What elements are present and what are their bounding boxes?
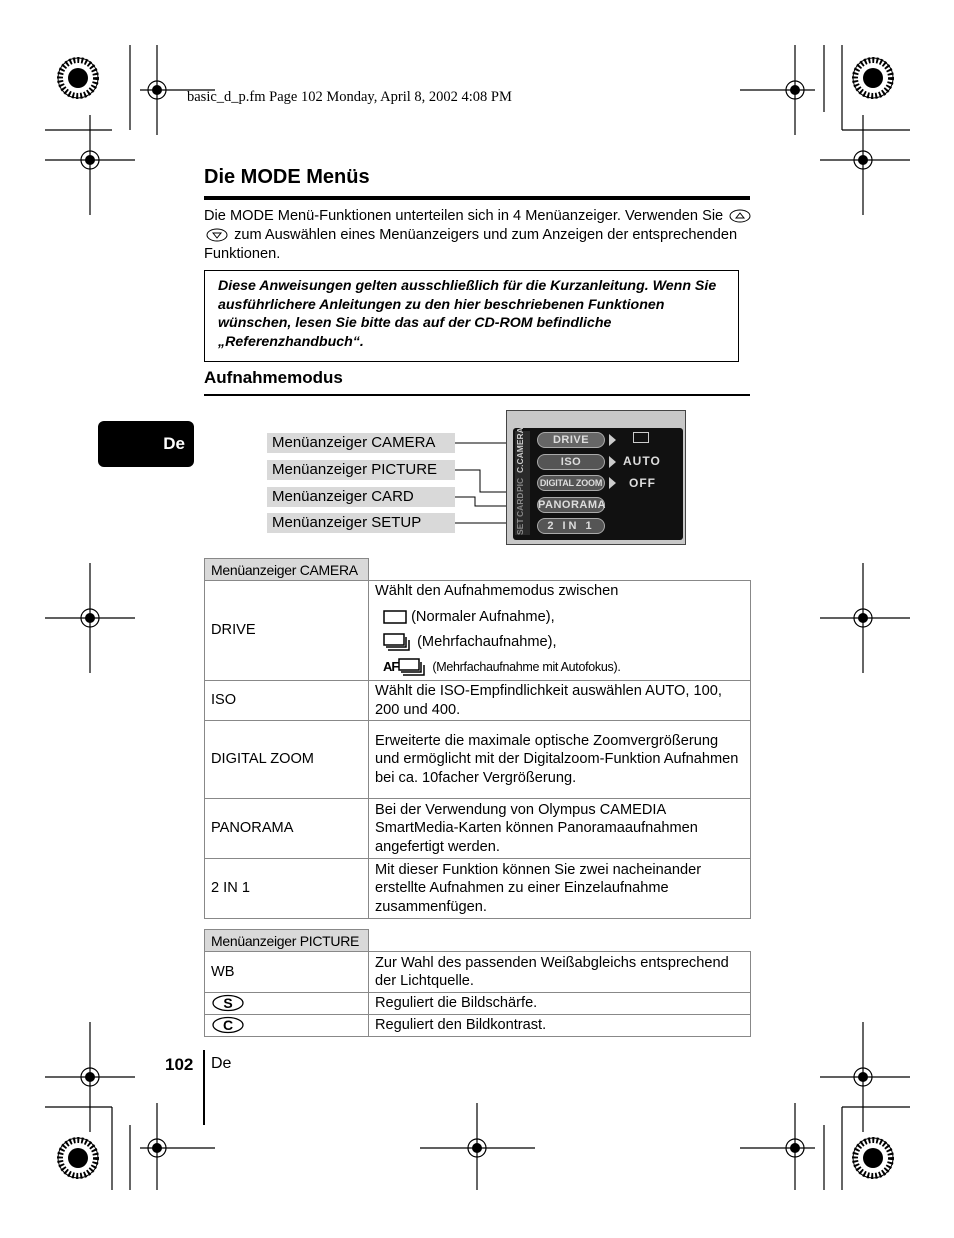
lcd-arrow-iso — [609, 456, 616, 468]
lcd-arrow-drive — [609, 434, 616, 446]
row-desc-wb: Zur Wahl des passenden Weißabgleichs entsprechend der Lichtquelle. — [369, 952, 751, 993]
footer-language: De — [211, 1055, 232, 1072]
table-row — [205, 1015, 751, 1037]
camera-lcd-screen — [506, 410, 686, 545]
arrow-up-button-icon — [729, 209, 751, 223]
row-name-2in1: 2 IN 1 — [205, 859, 369, 919]
lcd-value-iso: AUTO — [623, 454, 661, 468]
table-row — [205, 952, 751, 993]
language-tab-label: De — [163, 434, 185, 453]
row-desc-iso: Wählt die ISO-Empfindlichkeit auswählen AUTO, 100, 200 und 400. — [369, 681, 751, 721]
page-title: Die MODE Menüs — [204, 166, 370, 188]
row-name-drive: DRIVE — [205, 581, 369, 681]
lcd-tab-bar — [515, 427, 530, 535]
table-row — [205, 581, 751, 681]
intro-paragraph — [204, 207, 754, 264]
row-desc-sharpness: Reguliert die Bildschärfe. — [369, 993, 751, 1015]
title-rule — [204, 196, 750, 200]
menu-label-camera: Menüanzeiger CAMERA — [267, 433, 455, 453]
row-name-wb: WB — [205, 952, 369, 993]
row-desc-panorama: Bei der Verwendung von Olympus CAMEDIA SmartMedia-Karten können Panoramaaufnahmen angefertigt werden. — [369, 799, 751, 859]
lcd-item-panorama: PANORAMA — [538, 499, 606, 511]
lcd-tab-camera: C.CAMERA — [515, 427, 525, 473]
table-row — [205, 681, 751, 721]
lcd-tab-pic: PIC — [515, 477, 525, 493]
drive-option-sequential: (Mehrfachaufnahme), — [417, 634, 557, 650]
section-rule — [204, 394, 750, 396]
file-header: basic_d_p.fm Page 102 Monday, April 8, 2002 4:08 PM — [187, 89, 512, 105]
lcd-value-zoom: OFF — [629, 476, 656, 490]
sequential-shooting-icon — [383, 633, 413, 651]
menu-label-card: Menüanzeiger CARD — [267, 487, 455, 507]
picture-table-header: Menüanzeiger PICTURE — [204, 929, 369, 951]
note-box: Diese Anweisungen gelten ausschließlich für die Kurzanleitung. Wenn Sie ausführlichere Anleitungen zu den hier beschriebenen Funktionen wünschen, lesen Sie bitte das auf der CD-ROM befindliche „Referenzhandbuch“. — [204, 270, 739, 362]
footer-rule — [203, 1050, 205, 1125]
af-sequential-shooting-icon — [398, 658, 428, 676]
camera-table-header: Menüanzeiger CAMERA — [204, 558, 369, 580]
single-frame-icon — [633, 432, 649, 443]
lcd-display — [513, 428, 683, 540]
lcd-item-2in1: 2 IN 1 — [537, 518, 605, 534]
contrast-c-icon — [211, 1016, 245, 1034]
row-desc-2in1: Mit dieser Funktion können Sie zwei nacheinander erstellte Aufnahmen zu einer Einzelaufnahme zusammenfügen. — [369, 859, 751, 919]
lcd-item-digital-zoom: DIGITAL ZOOM — [537, 475, 605, 491]
table-row — [205, 799, 751, 859]
row-desc-contrast: Reguliert den Bildkontrast. — [369, 1015, 751, 1037]
row-name-digital-zoom: DIGITAL ZOOM — [205, 721, 369, 799]
menu-label-setup: Menüanzeiger SETUP — [267, 513, 455, 533]
language-tab — [98, 421, 194, 467]
lcd-item-iso: ISO — [537, 454, 605, 470]
single-frame-icon — [383, 610, 407, 624]
menu-label-picture: Menüanzeiger PICTURE — [267, 460, 455, 480]
drive-option-normal: (Normaler Aufnahme), — [411, 608, 555, 625]
sharpness-s-icon — [211, 994, 245, 1012]
lcd-tab-set: SET — [515, 518, 525, 535]
lcd-tab-card: CARD — [515, 492, 525, 517]
af-label: AF — [383, 658, 399, 674]
intro-text-1: Die MODE Menü-Funktionen unterteilen sich in 4 Menüanzeiger. Verwenden Sie — [204, 208, 724, 224]
lcd-arrow-zoom — [609, 477, 616, 489]
row-name-panorama: PANORAMA — [205, 799, 369, 859]
row-name-iso: ISO — [205, 681, 369, 721]
page-number: 102 — [165, 1055, 194, 1074]
section-heading: Aufnahmemodus — [204, 368, 343, 387]
drive-desc: Wählt den Aufnahmemodus zwischen — [375, 583, 619, 599]
table-row — [205, 993, 751, 1015]
intro-text-2: zum Auswählen eines Menüanzeigers und zum Anzeigen der entsprechenden Funktionen. — [204, 227, 738, 262]
lcd-item-drive: DRIVE — [537, 432, 605, 448]
table-row — [205, 721, 751, 799]
drive-option-af-sequential: (Mehrfachaufnahme mit Autofokus). — [432, 659, 621, 674]
arrow-down-button-icon — [206, 228, 228, 242]
camera-table — [204, 580, 751, 919]
sharpness-letter: S — [223, 995, 233, 1012]
table-row — [205, 859, 751, 919]
contrast-letter: C — [222, 1017, 234, 1034]
picture-table — [204, 951, 751, 1037]
row-desc-digital-zoom: Erweiterte die maximale optische Zoomvergrößerung und ermöglicht mit der Digitalzoom-Funktion Aufnahmen bei ca. 10facher Vergrößerung. — [369, 721, 751, 799]
